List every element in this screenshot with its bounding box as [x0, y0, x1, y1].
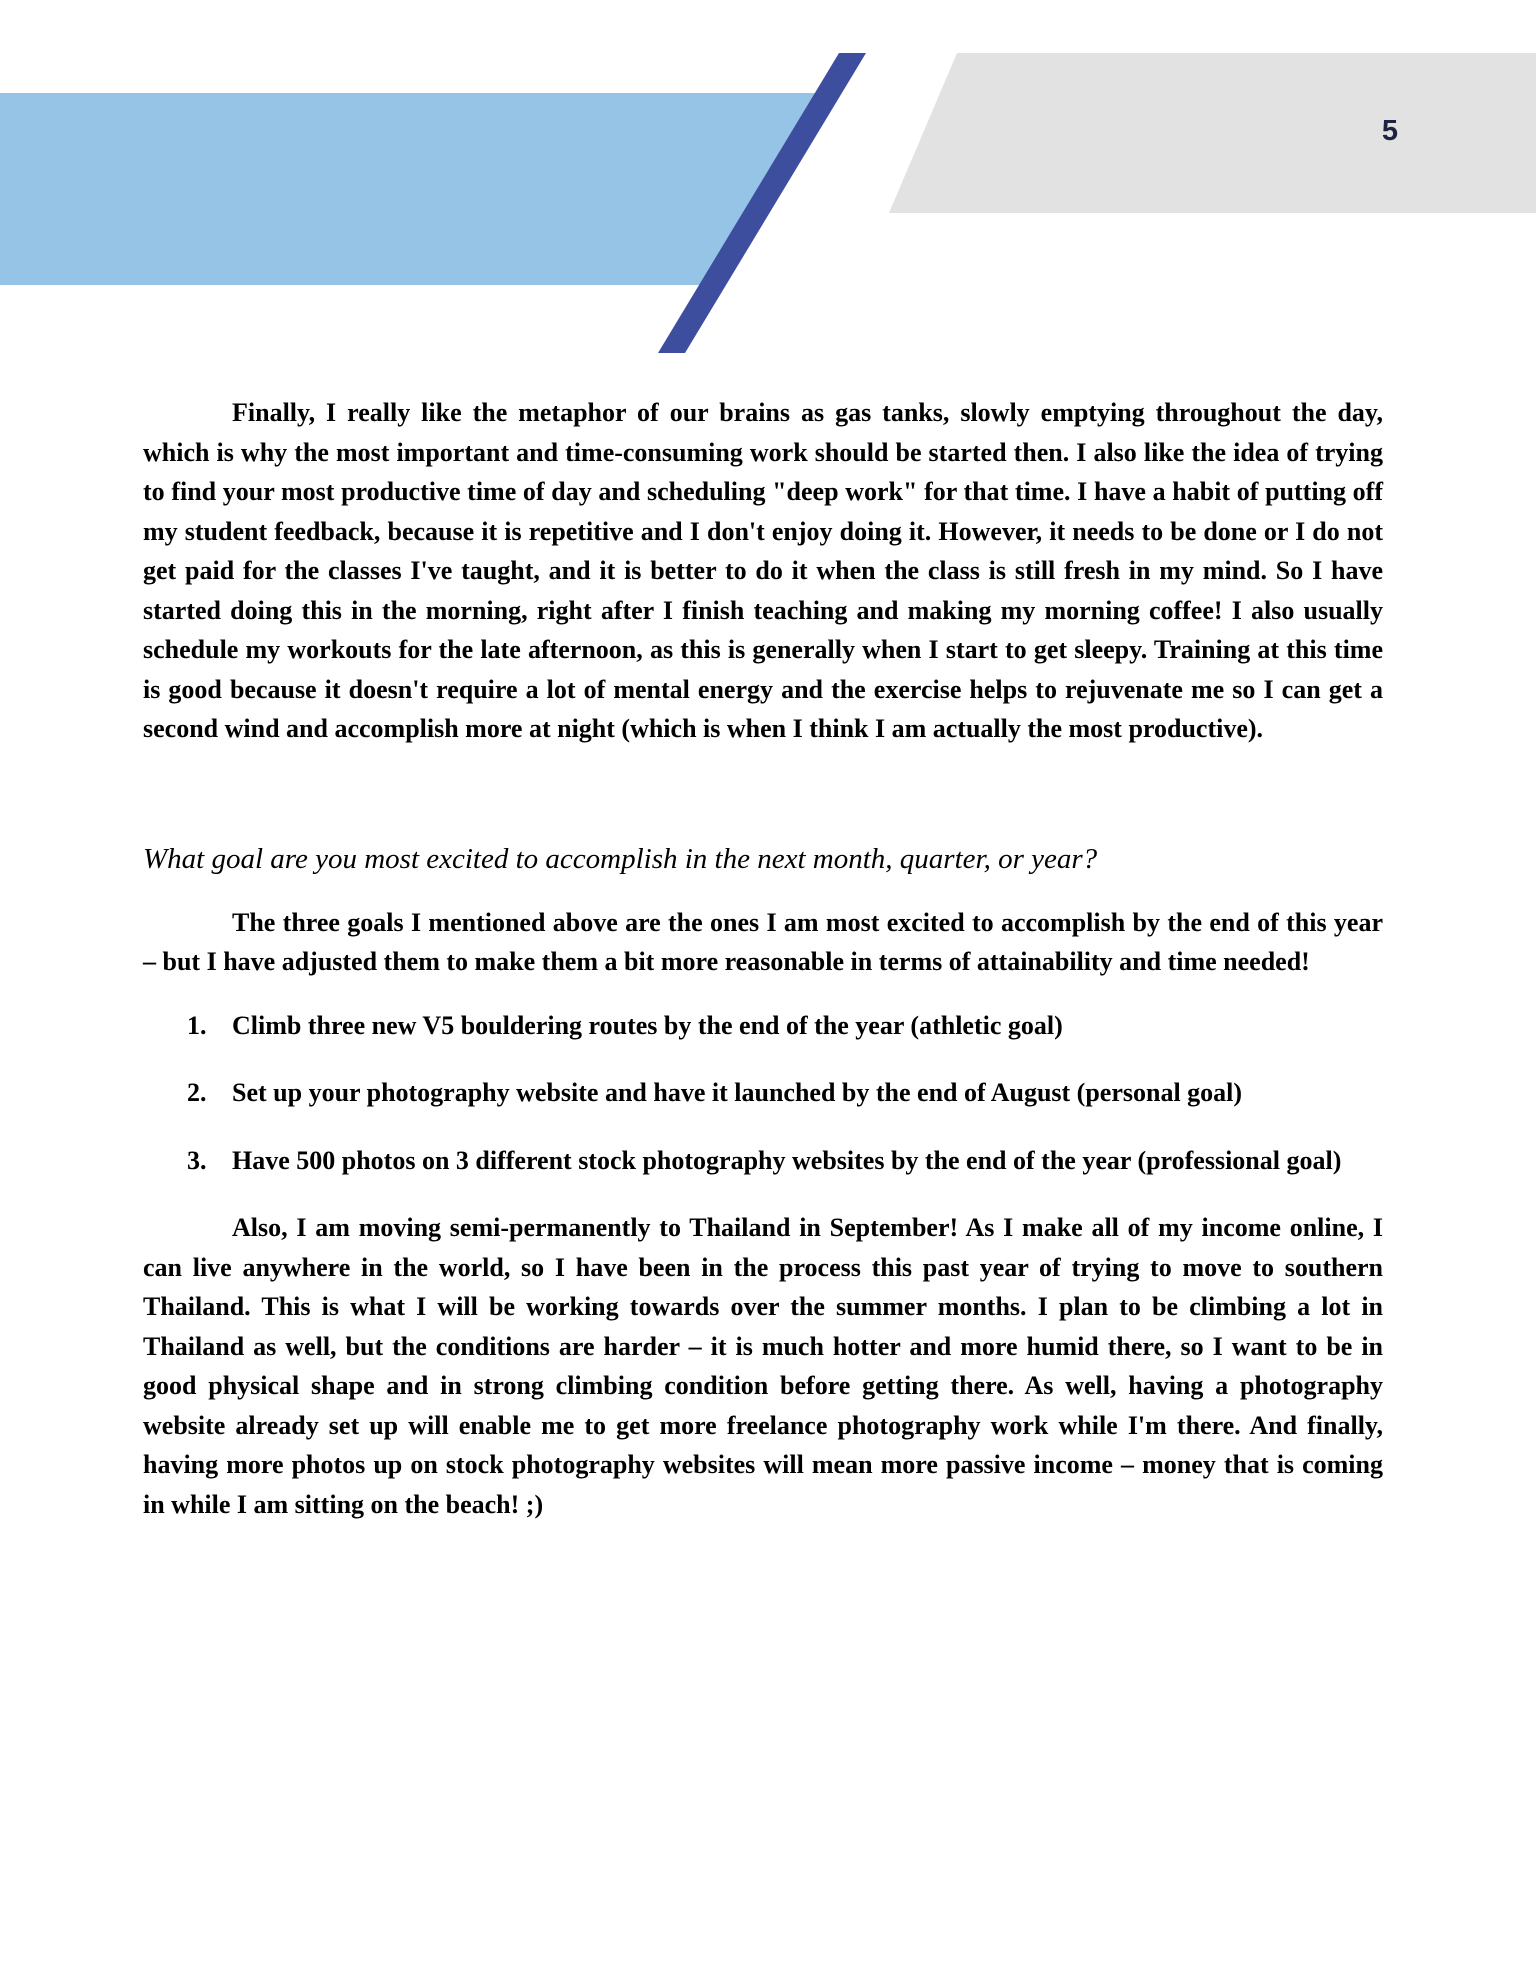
section-question: What goal are you most excited to accomplish in the next month, quarter, or year? — [143, 842, 1098, 875]
goal-item — [143, 1073, 1383, 1113]
goal-number: 1. — [187, 1010, 207, 1040]
goal-item — [143, 1141, 1383, 1181]
goal-text: Have 500 photos on 3 different stock photography websites by the end of the year (professional goal) — [232, 1145, 1342, 1175]
goal-text: Set up your photography website and have it launched by the end of August (personal goal) — [232, 1078, 1243, 1107]
goal-number: 2. — [187, 1078, 207, 1107]
goal-number: 3. — [187, 1145, 207, 1175]
paragraph-goals-intro: The three goals I mentioned above are the ones I am most excited to accomplish by the end of this year – but I have adjusted them to make them a bit more reasonable in terms of attainability and time needed! — [143, 907, 1383, 976]
gray-band — [889, 53, 1536, 213]
light-blue-band — [0, 93, 826, 285]
goal-item — [143, 1006, 1383, 1046]
goal-list — [143, 1006, 1383, 1181]
paragraph-productivity: Finally, I really like the metaphor of our brains as gas tanks, slowly emptying throughout the day, which is why the most important and time-consuming work should be started then. I also like the idea of trying to find your most productive time of day and scheduling "deep work" for that time. I have a habit of putting off my student feedback, because it is repetitive and I don't enjoy doing it. However, it needs to be done or I do not get paid for the classes I've taught, and it is better to do it when the class is still fresh in my mind. So I have started doing this in the morning, right after I finish teaching and making my morning coffee! I also usually schedule my workouts for the late afternoon, as this is generally when I start to get sleepy. Training at this time is good because it doesn't require a lot of mental energy and the exercise helps to rejuvenate me so I can get a second wind and accomplish more at night (which is when I think I am actually the most productive). — [143, 398, 1383, 743]
paragraph-thailand: Also, I am moving semi-permanently to Thailand in September! As I make all of my income online, I can live anywhere in the world, so I have been in the process this past year of trying to move to southern Thailand. This is what I will be working towards over the summer months. I plan to be climbing a lot in Thailand as well, but the conditions are harder – it is much hotter and more humid there, so I want to be in good physical shape and in strong climbing condition before getting there. As well, having a photography website already set up will enable me to get more freelance photography work while I'm there. And finally, having more photos up on stock photography websites will mean more passive income – money that is coming in while I am sitting on the beach! ;) — [143, 1213, 1383, 1519]
goal-text: Climb three new V5 bouldering routes by the end of the year (athletic goal) — [232, 1010, 1063, 1040]
document-body — [143, 393, 1383, 1524]
page-header-graphic — [0, 0, 1536, 380]
page-number: 5 — [1381, 115, 1399, 147]
